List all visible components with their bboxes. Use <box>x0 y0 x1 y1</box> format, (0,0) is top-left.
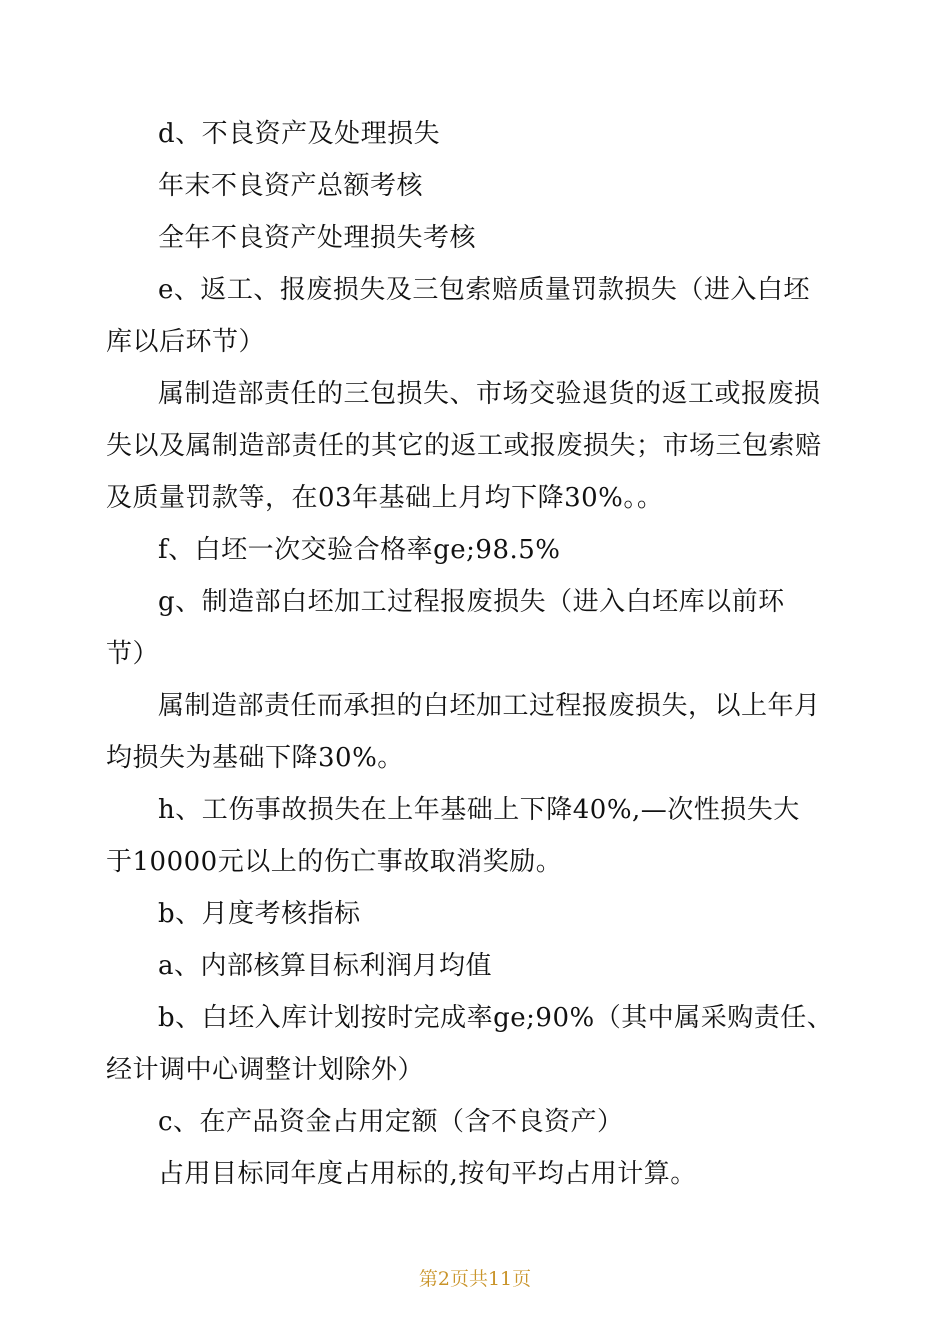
text-line-a-profit: a、内部核算目标利润月均值 <box>158 951 493 981</box>
text-line-e-body-1: 属制造部责任的三包损失、市场交验退货的返工或报废损 <box>158 379 821 409</box>
text-line-d-heading: d、不良资产及处理损失 <box>158 119 441 149</box>
text-line-e-body-3: 及质量罚款等，在03年基础上月均下降30%。。 <box>106 483 664 513</box>
page-number-footer: 第2页共11页 <box>418 1268 532 1290</box>
text-line-e-heading-cont: 库以后环节） <box>106 327 266 357</box>
text-line-annual-loss: 全年不良资产处理损失考核 <box>158 223 477 253</box>
text-line-g-heading-cont: 节） <box>106 639 160 669</box>
text-line-c-capital: c、在产品资金占用定额（含不良资产） <box>158 1107 624 1137</box>
text-line-h-heading: h、工伤事故损失在上年基础上下降40%,—次性损失大 <box>158 795 800 825</box>
text-line-monthly-indicators: b、月度考核指标 <box>158 899 361 929</box>
text-line-f-heading: f、白坯一次交验合格率ge;98.5% <box>158 535 561 565</box>
text-line-g-body-1: 属制造部责任而承担的白坯加工过程报废损失，以上年月 <box>158 691 821 721</box>
text-line-e-heading: e、返工、报废损失及三包索赔质量罚款损失（进入白坯 <box>158 275 810 305</box>
text-line-b-warehousing-cont: 经计调中心调整计划除外） <box>106 1055 425 1085</box>
text-line-c-capital-body: 占用目标同年度占用标的,按旬平均占用计算。 <box>158 1159 697 1189</box>
text-line-g-body-2: 均损失为基础下降30%。 <box>106 743 404 773</box>
text-line-b-warehousing: b、白坯入库计划按时完成率ge;90%（其中属采购责任、 <box>158 1003 834 1033</box>
text-line-year-end-assets: 年末不良资产总额考核 <box>158 171 424 201</box>
text-line-g-heading: g、制造部白坯加工过程报废损失（进入白坯库以前环 <box>158 587 785 617</box>
text-line-h-heading-cont: 于10000元以上的伤亡事故取消奖励。 <box>106 847 563 877</box>
text-line-e-body-2: 失以及属制造部责任的其它的返工或报废损失；市场三包索赔 <box>106 431 822 461</box>
